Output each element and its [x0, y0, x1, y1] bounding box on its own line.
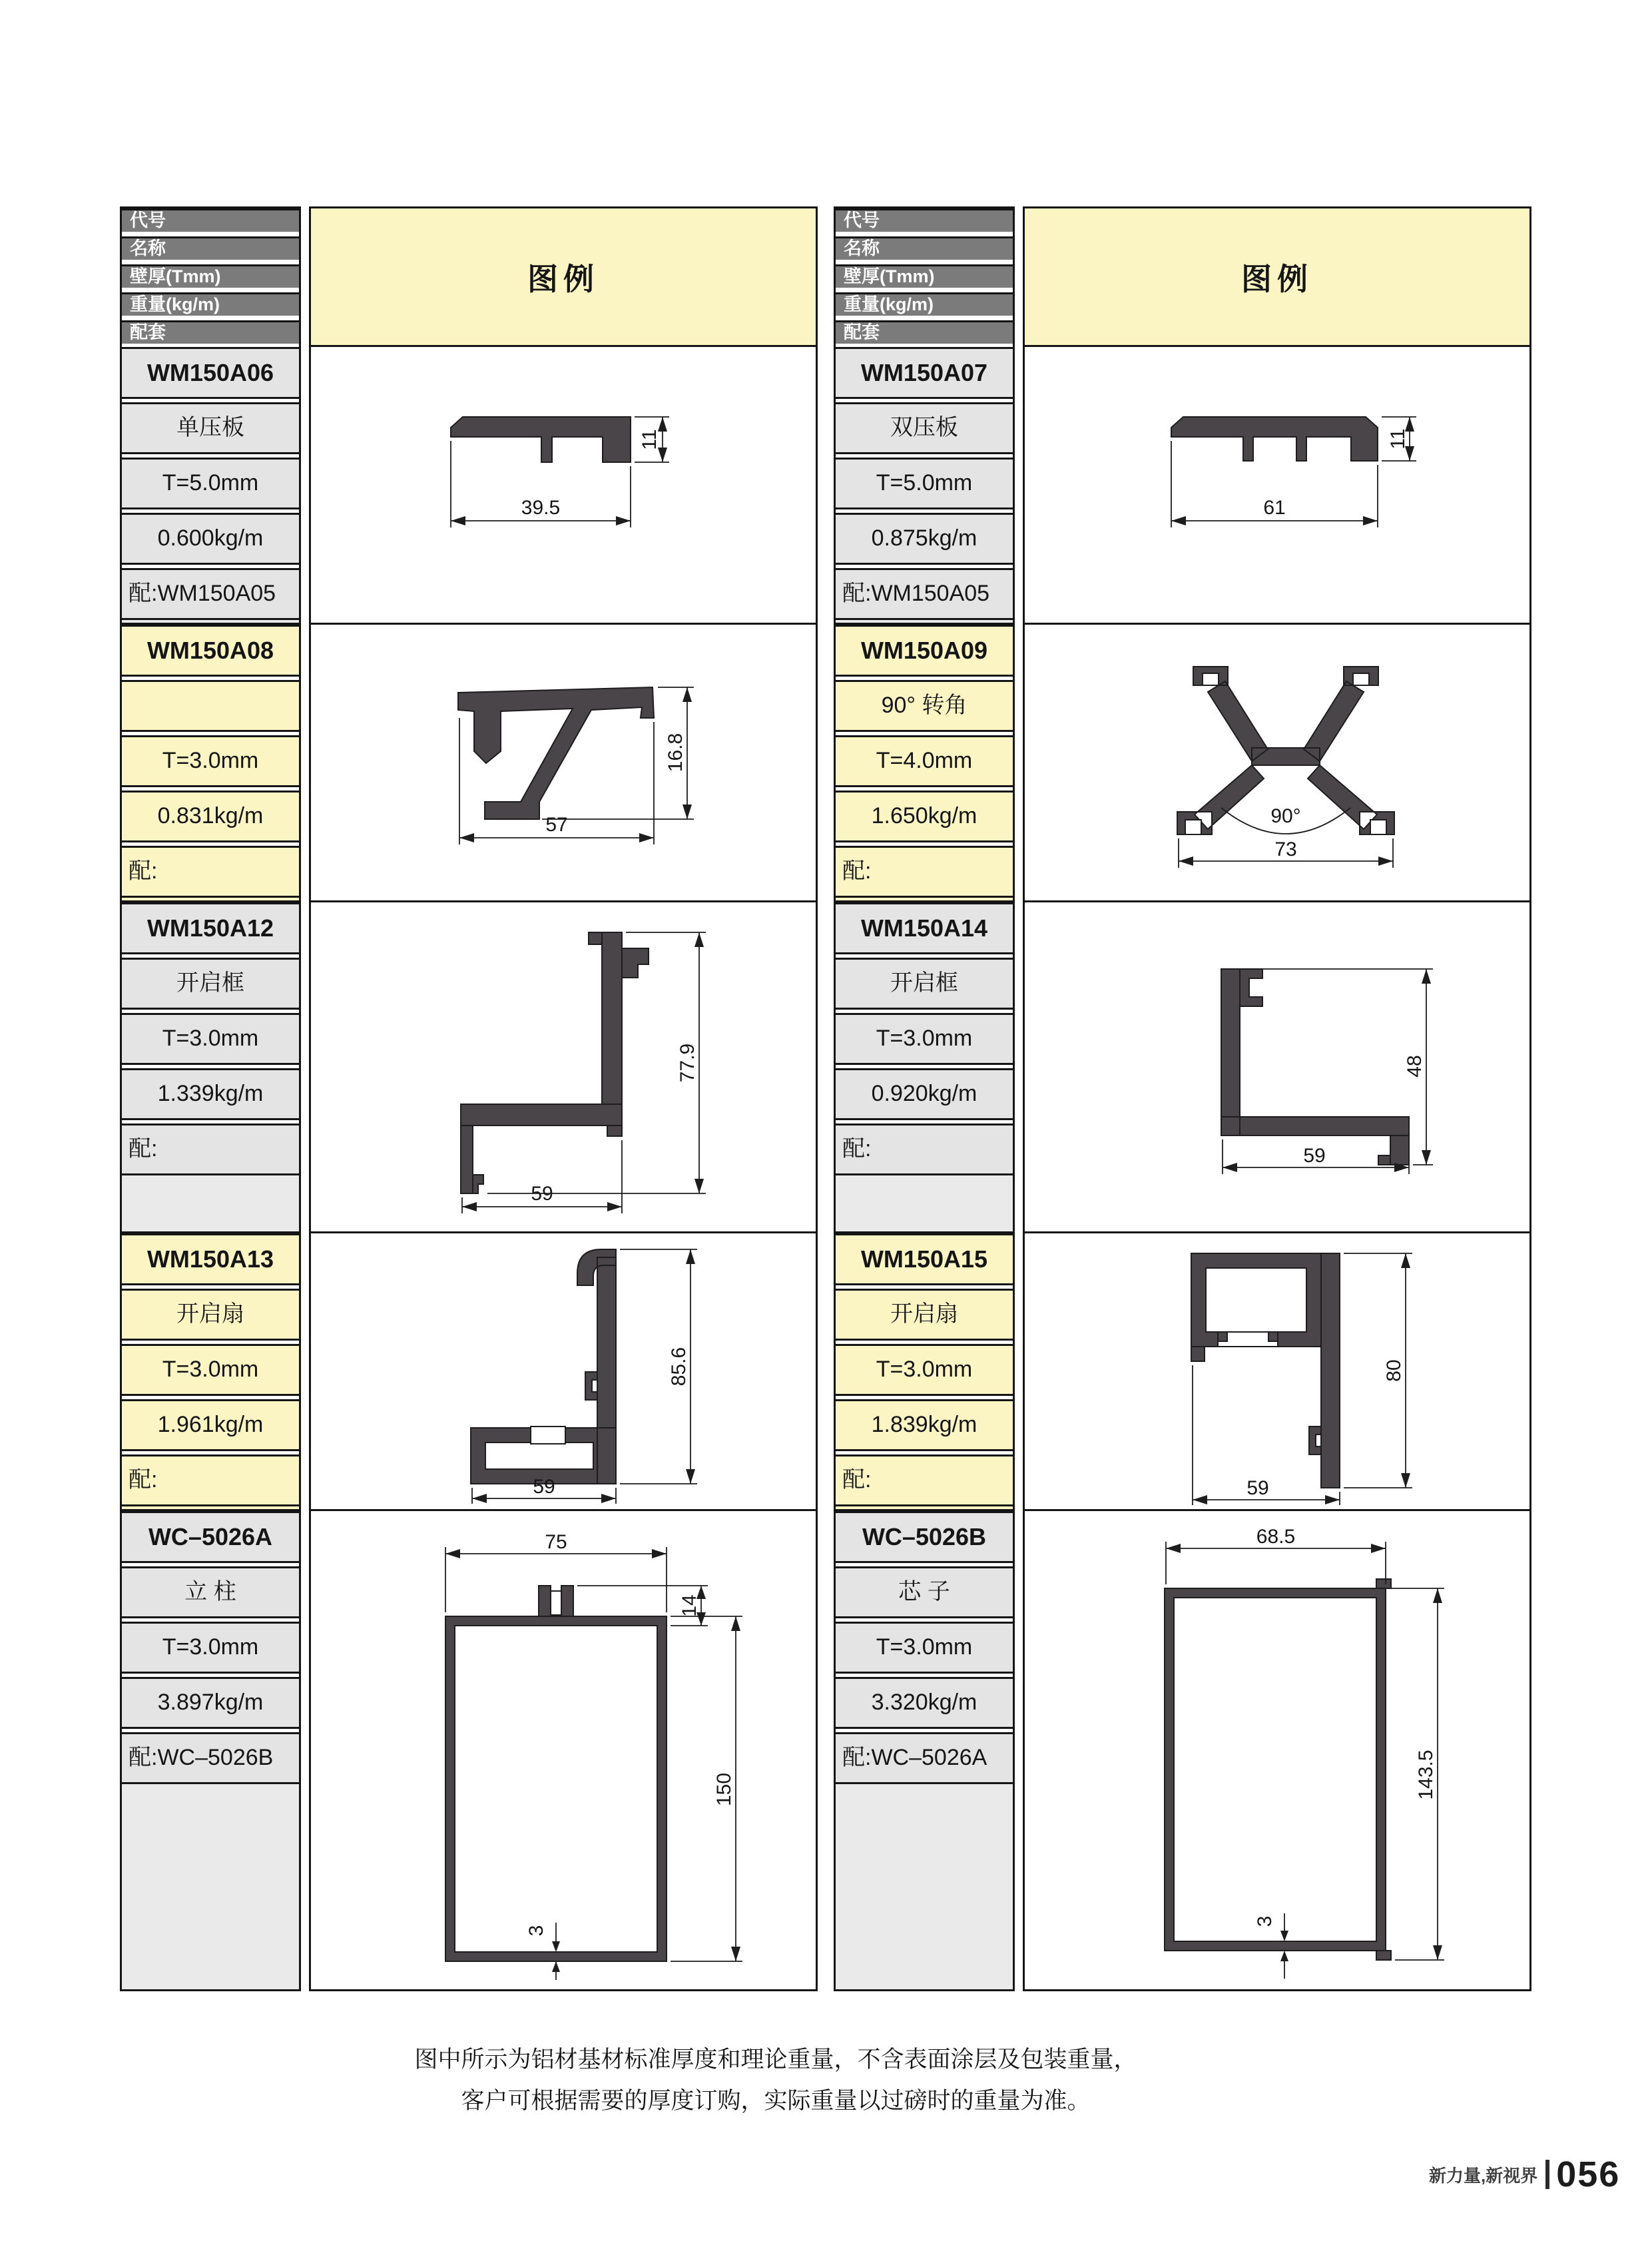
header-cell-thickness: 壁厚(Tmm)	[836, 264, 1013, 288]
dim-height-label: 11	[639, 429, 661, 450]
header-cell-thickness: 壁厚(Tmm)	[122, 264, 299, 288]
profile-hollow	[1174, 1598, 1376, 1941]
page-number: 056	[1556, 2154, 1621, 2194]
label-row	[122, 347, 299, 625]
dim-height-label: 11	[1387, 428, 1409, 450]
drawing-cell	[311, 902, 816, 1233]
dim-wall-label: 3	[1254, 1915, 1276, 1927]
profile-shape	[461, 932, 649, 1193]
dim-width-label: 57	[545, 814, 568, 836]
product-thickness: T=3.0mm	[122, 1344, 299, 1396]
footer-note	[0, 2039, 1551, 2122]
profile-drawing-wm150a09	[1121, 648, 1434, 874]
drawing-cell	[1025, 902, 1529, 1233]
product-name: 开启框	[122, 958, 299, 1010]
header-cell-code: 代号	[836, 208, 1013, 232]
profile-notch	[531, 1427, 565, 1444]
footer-note-line1: 图中所示为铝材基材标准厚度和理论重量，不含表面涂层及包装重量，	[414, 2047, 1137, 2073]
label-row	[836, 1511, 1013, 1989]
product-mate: 配:WC–5026A	[836, 1732, 1013, 1784]
drawing-cell	[311, 1233, 816, 1511]
product-mate: 配:WC–5026B	[122, 1732, 299, 1784]
product-thickness: T=3.0mm	[122, 1013, 299, 1065]
product-code: WM150A07	[836, 347, 1013, 399]
dim-height-label: 85.6	[668, 1347, 690, 1387]
drawing-cell	[1025, 1233, 1529, 1511]
dim-angle-label: 90°	[1270, 805, 1301, 827]
dim-top-label: 68.5	[1256, 1526, 1296, 1548]
row-filler	[122, 1784, 299, 1989]
label-row	[122, 1233, 299, 1511]
profile-drawing-wm150a07	[1131, 384, 1424, 583]
label-row	[122, 902, 299, 1233]
product-mate: 配:WM150A05	[836, 568, 1013, 620]
profile-tooth	[1268, 1332, 1278, 1341]
dim-height-label: 143.5	[1415, 1750, 1437, 1800]
row-filler	[836, 898, 1013, 900]
product-code: WM150A15	[836, 1233, 1013, 1285]
product-name: 开启框	[836, 958, 1013, 1010]
product-thickness: T=3.0mm	[122, 1622, 299, 1674]
dim-height-label: 150	[713, 1772, 735, 1807]
profile-drawing-wc5026b	[1085, 1516, 1471, 1983]
product-weight: 3.320kg/m	[836, 1677, 1013, 1729]
product-weight: 0.875kg/m	[836, 513, 1013, 565]
drawing-cell	[1025, 625, 1529, 902]
profile-drawing-wm150a06	[424, 384, 704, 583]
product-code: WM150A14	[836, 902, 1013, 954]
dim-width-label: 59	[1303, 1145, 1326, 1167]
product-mate: 配:	[122, 1123, 299, 1175]
product-code: WM150A12	[122, 902, 299, 954]
label-row	[836, 625, 1013, 902]
header-cell-weight: 重量(kg/m)	[122, 292, 299, 316]
dim-width-label: 59	[533, 1476, 555, 1498]
product-code: WC–5026A	[122, 1511, 299, 1563]
product-code: WM150A06	[122, 347, 299, 399]
dim-wall-label: 3	[525, 1925, 547, 1937]
profile-shape	[1171, 417, 1378, 461]
dim-width-label: 59	[1246, 1477, 1269, 1499]
product-mate: 配:	[122, 1454, 299, 1506]
profile-shape	[451, 417, 631, 462]
legend-header: 图例	[1025, 208, 1529, 347]
row-filler	[122, 1506, 299, 1509]
product-mate: 配:	[836, 1454, 1013, 1506]
profile-drawing-wm150a08	[421, 651, 707, 864]
row-filler	[836, 1506, 1013, 1509]
dim-width-label: 59	[531, 1183, 553, 1205]
label-row	[836, 1233, 1013, 1511]
label-row	[836, 347, 1013, 625]
product-weight: 0.600kg/m	[122, 513, 299, 565]
legend-column	[1023, 206, 1531, 1991]
row-filler	[122, 620, 299, 623]
profile-shape	[458, 687, 654, 819]
dim-top-label: 75	[545, 1531, 567, 1553]
product-name: 90° 转角	[836, 680, 1013, 732]
product-thickness: T=3.0mm	[836, 1344, 1013, 1396]
profile-drawing-wm150a13	[411, 1235, 724, 1508]
product-thickness: T=3.0mm	[836, 1622, 1013, 1674]
footer-note-line2: 客户可根据需要的厚度订购，实际重量以过磅时的重量为准。	[461, 2088, 1091, 2114]
screw-slot	[551, 1591, 561, 1615]
drawing-cell	[1025, 347, 1529, 625]
profile-hollow	[485, 1442, 593, 1469]
product-weight: 0.831kg/m	[122, 791, 299, 842]
header-cell-name: 名称	[836, 236, 1013, 260]
label-column	[834, 206, 1015, 1991]
pad-notch	[1185, 820, 1201, 834]
drawing-cell	[1025, 1511, 1529, 1989]
label-row	[122, 1511, 299, 1989]
pad-notch	[1370, 820, 1386, 834]
profile-drawing-wm150a14	[1121, 936, 1441, 1175]
profile-hollow	[1206, 1268, 1306, 1332]
dim-width-label: 39.5	[521, 497, 561, 519]
profile-tooth	[1218, 1332, 1227, 1341]
header-cells	[836, 208, 1013, 347]
legend-column	[309, 206, 818, 1991]
product-weight: 3.897kg/m	[122, 1677, 299, 1729]
label-row	[122, 625, 299, 902]
profile-table-right	[834, 206, 1531, 1991]
label-column	[120, 206, 301, 1991]
dim-flange-label: 14	[679, 1594, 700, 1617]
row-filler	[836, 1784, 1013, 1989]
product-code: WM150A13	[122, 1233, 299, 1285]
brand-slogan: 新力量,新视界	[1429, 2165, 1538, 2186]
dim-width-label: 61	[1263, 497, 1286, 519]
product-thickness: T=5.0mm	[836, 458, 1013, 509]
drawing-cell	[311, 347, 816, 625]
row-filler	[836, 1175, 1013, 1231]
product-name: 开启扇	[836, 1289, 1013, 1341]
product-code: WC–5026B	[836, 1511, 1013, 1563]
dim-height-label: 48	[1404, 1055, 1426, 1078]
dim-width-label: 73	[1274, 838, 1297, 860]
header-cell-weight: 重量(kg/m)	[836, 292, 1013, 316]
product-code: WM150A09	[836, 625, 1013, 677]
row-filler	[122, 1175, 299, 1231]
product-name: 双压板	[836, 402, 1013, 454]
header-cell-mate: 配套	[122, 320, 299, 344]
header-cell-code: 代号	[122, 208, 299, 232]
product-mate: 配:WM150A05	[122, 568, 299, 620]
product-weight: 1.961kg/m	[122, 1399, 299, 1451]
dim-height-label: 77.9	[677, 1043, 698, 1083]
label-row	[836, 902, 1013, 1233]
product-mate: 配:	[122, 846, 299, 898]
product-thickness: T=4.0mm	[836, 735, 1013, 787]
product-name: 开启扇	[122, 1289, 299, 1341]
dim-height-label: 16.8	[665, 733, 687, 773]
product-thickness: T=3.0mm	[122, 735, 299, 787]
drawing-cell	[311, 1511, 816, 1989]
product-mate: 配:	[836, 1123, 1013, 1175]
product-thickness: T=3.0mm	[836, 1013, 1013, 1065]
product-name: 单压板	[122, 402, 299, 454]
profile-drawing-wm150a12	[408, 906, 727, 1225]
product-weight: 1.650kg/m	[836, 791, 1013, 842]
product-name	[122, 680, 299, 732]
profile-drawing-wc5026a	[371, 1516, 757, 1983]
header-cell-mate: 配套	[836, 320, 1013, 344]
product-weight: 1.839kg/m	[836, 1399, 1013, 1451]
hook-notch	[1353, 673, 1369, 685]
header-cell-name: 名称	[122, 236, 299, 260]
legend-header: 图例	[311, 208, 816, 347]
profile-shape	[1221, 969, 1409, 1165]
page-footer	[1429, 2154, 1620, 2195]
product-thickness: T=5.0mm	[122, 458, 299, 509]
profile-table-left	[120, 206, 818, 1991]
product-weight: 0.920kg/m	[836, 1068, 1013, 1120]
header-cells	[122, 208, 299, 347]
product-code: WM150A08	[122, 625, 299, 677]
product-name: 立 柱	[122, 1566, 299, 1618]
row-filler	[122, 898, 299, 900]
footer-divider	[1545, 2160, 1549, 2189]
drawing-cell	[311, 625, 816, 902]
product-weight: 1.339kg/m	[122, 1068, 299, 1120]
product-name: 芯 子	[836, 1566, 1013, 1618]
row-filler	[836, 620, 1013, 623]
hook-notch	[1203, 673, 1219, 685]
profile-hollow	[455, 1626, 657, 1952]
product-mate: 配:	[836, 846, 1013, 898]
dim-height-label: 80	[1383, 1359, 1405, 1382]
profile-drawing-wm150a15	[1125, 1235, 1438, 1508]
